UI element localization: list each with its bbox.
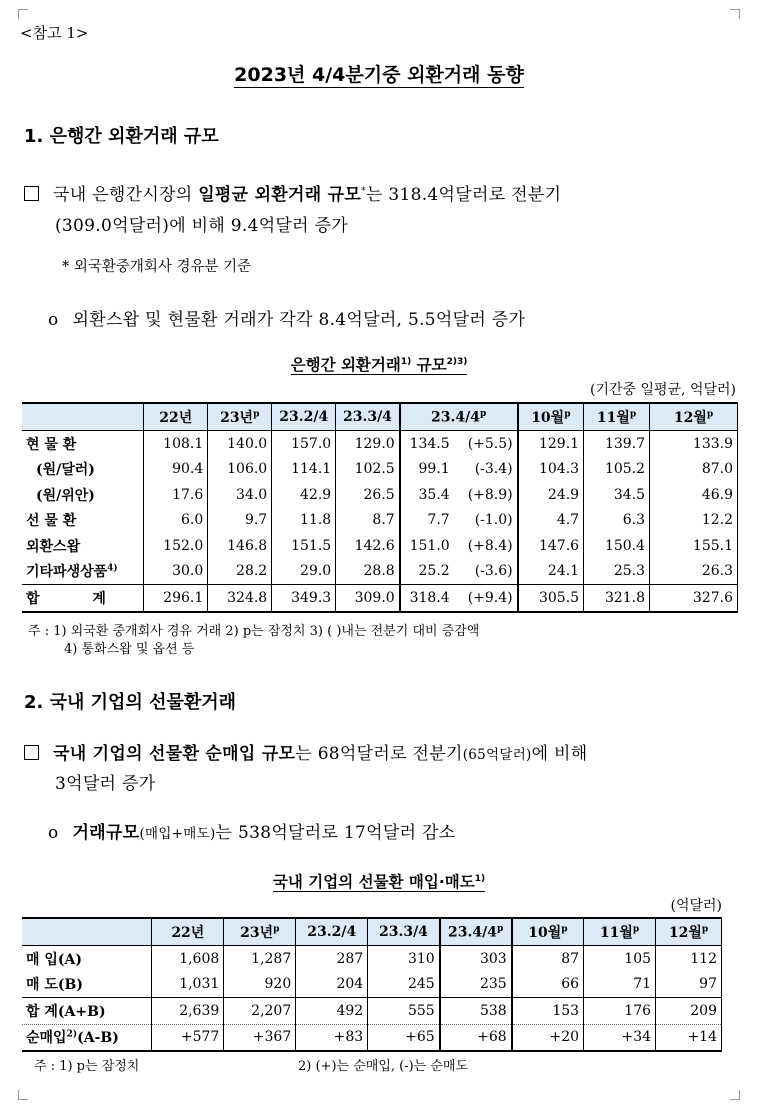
table-row	[22, 972, 722, 998]
row-label-text: 합 계	[26, 590, 130, 607]
row-label	[22, 533, 144, 559]
table-cell: 35.4	[400, 482, 452, 508]
section2-paragraph-line2: 3억달러 증가	[55, 774, 156, 794]
table-cell: 105.2	[584, 457, 650, 483]
table-cell: (+5.5)	[452, 431, 518, 457]
bullet-marker: o	[48, 823, 59, 843]
table-cell: +68	[440, 1024, 512, 1051]
row-label-text: 현 물 환	[26, 436, 77, 453]
table-row	[22, 998, 722, 1025]
column-header	[22, 918, 152, 946]
column-header	[368, 918, 440, 946]
row-label-sup: 4)	[107, 563, 118, 574]
table-row	[22, 559, 738, 585]
column-header	[272, 403, 336, 431]
column-header	[440, 918, 512, 946]
row-label-text: 합 계(A+B)	[26, 1003, 106, 1020]
row-label	[22, 972, 152, 998]
column-header	[518, 403, 584, 431]
table1-notes: 주 : 1) 외국환 중개회사 경유 거래 2) p는 잠정치 3) ( )내는 전분기 대비 증감액	[28, 624, 480, 639]
table-cell: 28.8	[336, 559, 400, 585]
column-header	[224, 918, 296, 946]
section1-heading: 1. 은행간 외환거래 규모	[24, 126, 219, 147]
column-header-label: 23.3/4	[342, 409, 392, 425]
table-cell: 147.6	[518, 533, 584, 559]
provisional-mark: p	[564, 409, 571, 420]
table-cell: 25.3	[584, 559, 650, 585]
column-header-label: 12월	[668, 925, 702, 941]
column-header-label: 23년	[220, 410, 254, 426]
table-cell: 30.0	[144, 559, 208, 585]
corner-mark	[18, 1090, 28, 1100]
table-cell: 538	[440, 998, 512, 1025]
row-label	[22, 1024, 152, 1051]
table-cell: 1,287	[224, 946, 296, 972]
table-cell: 155.1	[650, 533, 738, 559]
column-header-label: 22년	[171, 925, 205, 941]
provisional-mark: p	[273, 924, 280, 935]
provisional-mark: p	[632, 924, 640, 935]
table-cell: 104.3	[518, 457, 584, 483]
column-header-label: 23년	[240, 925, 274, 941]
column-header	[400, 403, 518, 431]
section1-paragraph: 국내 은행간시장의 일평균 외환거래 규모*는 318.4억달러로 전분기	[24, 180, 561, 205]
table-cell: 12.2	[650, 508, 738, 534]
table-cell: +20	[512, 1024, 584, 1051]
table-cell: 134.5	[400, 431, 452, 457]
table-cell: 24.9	[518, 482, 584, 508]
table-cell: 151.0	[400, 533, 452, 559]
table-cell: +367	[224, 1024, 296, 1051]
column-header	[296, 918, 368, 946]
table-cell: 309.0	[336, 585, 400, 612]
table-cell: 245	[368, 972, 440, 998]
column-header-label: 10월	[531, 410, 565, 426]
table-cell: 146.8	[208, 533, 272, 559]
column-header	[336, 403, 400, 431]
provisional-mark: p	[701, 924, 709, 935]
provisional-mark: p	[629, 409, 637, 420]
table-cell: 25.2	[400, 559, 452, 585]
table-cell: +577	[152, 1024, 224, 1051]
table-cell: 1,608	[152, 946, 224, 972]
table-cell: 920	[224, 972, 296, 998]
table-cell: 28.2	[208, 559, 272, 585]
row-label	[22, 457, 144, 483]
table-row	[22, 946, 722, 972]
table-cell: 99.1	[400, 457, 452, 483]
table-cell: +65	[368, 1024, 440, 1051]
table-cell: 87.0	[650, 457, 738, 483]
table-cell: 29.0	[272, 559, 336, 585]
table-row	[22, 585, 738, 612]
table-cell: 310	[368, 946, 440, 972]
column-header	[152, 918, 224, 946]
table-cell: 152.0	[144, 533, 208, 559]
reference-tag: <참고 1>	[20, 24, 89, 42]
column-header-label: 12월	[673, 410, 707, 426]
table-cell: (-3.6)	[452, 559, 518, 585]
row-label	[22, 559, 144, 585]
table-cell: 324.8	[208, 585, 272, 612]
corner-mark	[730, 9, 740, 19]
table-cell: 90.4	[144, 457, 208, 483]
column-header	[584, 918, 656, 946]
section1-bullet: o 외환스왑 및 현물환 거래가 각각 8.4억달러, 5.5억달러 증가	[48, 310, 526, 330]
row-label	[22, 585, 144, 612]
corporate-forward-table	[22, 917, 722, 1052]
row-label-text: (원/달러)	[36, 462, 95, 479]
table-cell: 46.9	[650, 482, 738, 508]
table-cell: 7.7	[400, 508, 452, 534]
table-cell: 140.0	[208, 431, 272, 457]
column-header	[208, 403, 272, 431]
table-cell: 157.0	[272, 431, 336, 457]
table1-caption: 은행간 외환거래$^{1)}$ 규모$^{2)3)}$	[290, 356, 468, 374]
column-header-label: 11월	[599, 925, 633, 941]
table-cell: 349.3	[272, 585, 336, 612]
table2-notes-left: 주 : 1) p는 잠정치	[34, 1059, 140, 1074]
row-label-text: 외환스왑	[26, 538, 81, 555]
table-row	[22, 482, 738, 508]
column-header-label: 23.2/4	[279, 409, 329, 425]
table-cell: 327.6	[650, 585, 738, 612]
section1-footnote: * 외국환중개회사 경유분 기준	[62, 259, 252, 275]
corner-mark	[730, 1090, 740, 1100]
table-cell: 209	[656, 998, 722, 1025]
table-row	[22, 1024, 722, 1051]
table-cell: (-3.4)	[452, 457, 518, 483]
table-cell: 1,031	[152, 972, 224, 998]
table-cell: 87	[512, 946, 584, 972]
section2-bullet: o 거래규모(매입+매도)는 538억달러로 17억달러 감소	[48, 823, 456, 843]
table-cell: 105	[584, 946, 656, 972]
table-cell: +83	[296, 1024, 368, 1051]
table-cell: 9.7	[208, 508, 272, 534]
table-cell: 2,639	[152, 998, 224, 1025]
table-row	[22, 508, 738, 534]
table-cell: 318.4	[400, 585, 452, 612]
provisional-mark: p	[253, 409, 260, 420]
table-cell: 97	[656, 972, 722, 998]
table1-notes-line2: 4) 통화스왑 및 옵션 등	[64, 642, 195, 657]
section2-paragraph: 국내 기업의 선물환 순매입 규모는 68억달러로 전분기(65억달러)에 비해	[24, 739, 588, 764]
row-label	[22, 946, 152, 972]
table-row	[22, 533, 738, 559]
table-row	[22, 431, 738, 457]
table-cell: 11.8	[272, 508, 336, 534]
table-cell: 66	[512, 972, 584, 998]
row-label	[22, 482, 144, 508]
section1-paragraph-line2: (309.0억달러)에 비해 9.4억달러 증가	[55, 216, 349, 236]
table2-notes-right: 2) (+)는 순매입, (-)는 순매도	[298, 1059, 469, 1074]
row-label-text: 선 물 환	[26, 513, 77, 530]
table-cell: 287	[296, 946, 368, 972]
page-title: 2023년 4/4분기중 외환거래 동향	[234, 64, 524, 86]
corner-mark	[18, 9, 28, 19]
column-header-label: 22년	[159, 410, 193, 426]
provisional-mark: p	[497, 923, 504, 934]
row-label-text: 순매입	[26, 1030, 67, 1047]
table-cell: 129.0	[336, 431, 400, 457]
table-cell: 151.5	[272, 533, 336, 559]
column-header	[144, 403, 208, 431]
provisional-mark: p	[706, 409, 714, 420]
checkbox-square-icon	[24, 745, 39, 760]
row-label	[22, 998, 152, 1025]
provisional-mark: p	[479, 408, 487, 419]
table-row	[22, 457, 738, 483]
bullet-marker: o	[48, 310, 59, 330]
table-cell: 150.4	[584, 533, 650, 559]
table-cell: 555	[368, 998, 440, 1025]
table-cell: 6.0	[144, 508, 208, 534]
table-cell: 133.9	[650, 431, 738, 457]
column-header	[656, 918, 722, 946]
table-cell: 142.6	[336, 533, 400, 559]
checkbox-square-icon	[24, 186, 39, 201]
table-cell: 17.6	[144, 482, 208, 508]
table-cell: 34.5	[584, 482, 650, 508]
table-cell: +14	[656, 1024, 722, 1051]
row-label-text: 매 도(B)	[26, 977, 84, 994]
table-cell: 114.1	[272, 457, 336, 483]
table-cell: 26.5	[336, 482, 400, 508]
table-cell: (+8.4)	[452, 533, 518, 559]
interbank-fx-table	[22, 402, 738, 613]
table-cell: 204	[296, 972, 368, 998]
column-header-label: 23.2/4	[307, 924, 357, 940]
row-label	[22, 431, 144, 457]
table-cell: 2,207	[224, 998, 296, 1025]
row-label-text: (원/위안)	[36, 487, 95, 504]
column-header-label: 23.4/4	[448, 924, 497, 941]
row-label-text: 기타파생상품	[26, 564, 108, 581]
table-cell: 8.7	[336, 508, 400, 534]
table-cell: 235	[440, 972, 512, 998]
table-cell: 26.3	[650, 559, 738, 585]
table-cell: 153	[512, 998, 584, 1025]
column-header	[650, 403, 738, 431]
table-cell: 6.3	[584, 508, 650, 534]
row-label-suffix: (A-B)	[77, 1030, 119, 1047]
column-header-label: 23.4/4	[431, 409, 480, 426]
table-cell: (+8.9)	[452, 482, 518, 508]
column-header	[584, 403, 650, 431]
table-cell: 129.1	[518, 431, 584, 457]
table-cell: 321.8	[584, 585, 650, 612]
table-cell: 4.7	[518, 508, 584, 534]
row-label-text: 매 입(A)	[26, 951, 83, 968]
table1-unit: (기간중 일평균, 억달러)	[590, 382, 736, 398]
table-cell: 71	[584, 972, 656, 998]
row-label	[22, 508, 144, 534]
row-label-sup: 2)	[66, 1029, 78, 1040]
table-cell: 108.1	[144, 431, 208, 457]
table-cell: 305.5	[518, 585, 584, 612]
table-cell: 303	[440, 946, 512, 972]
table-cell: 106.0	[208, 457, 272, 483]
table2-caption: 국내 기업의 선물환 매입·매도$^{1)}$	[272, 873, 486, 891]
table-cell: 42.9	[272, 482, 336, 508]
table-cell: 176	[584, 998, 656, 1025]
column-header-label: 23.3/4	[378, 924, 428, 940]
provisional-mark: p	[561, 924, 568, 935]
table2-unit: (억달러)	[670, 898, 722, 914]
table-cell: 296.1	[144, 585, 208, 612]
section2-heading: 2. 국내 기업의 선물환거래	[24, 692, 237, 713]
column-header-label: 11월	[596, 410, 630, 426]
column-header-label: 10월	[528, 925, 562, 941]
table-cell: (+9.4)	[452, 585, 518, 612]
table-cell: 492	[296, 998, 368, 1025]
column-header	[512, 918, 584, 946]
table-cell: 139.7	[584, 431, 650, 457]
column-header	[22, 403, 144, 431]
table-header-row	[22, 403, 738, 431]
table-cell: 102.5	[336, 457, 400, 483]
table-cell: 34.0	[208, 482, 272, 508]
table-header-row	[22, 918, 722, 946]
table-cell: 112	[656, 946, 722, 972]
table-cell: (-1.0)	[452, 508, 518, 534]
table-cell: +34	[584, 1024, 656, 1051]
table-cell: 24.1	[518, 559, 584, 585]
